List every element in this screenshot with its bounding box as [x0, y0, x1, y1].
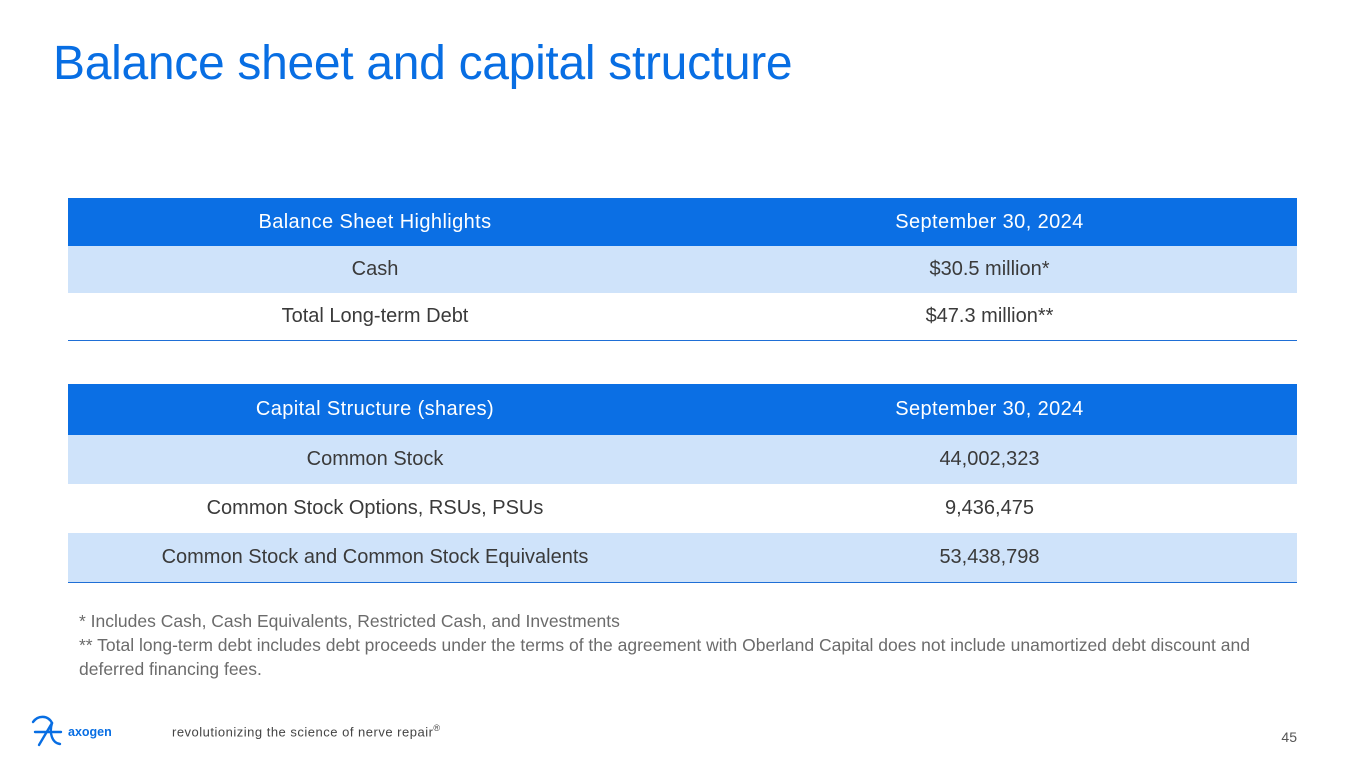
footnotes [79, 609, 1269, 681]
row-label: Common Stock and Common Stock Equivalents [161, 546, 589, 568]
footnote: * Includes Cash, Cash Equivalents, Restricted Cash, and Investments [79, 611, 620, 631]
table-row [68, 293, 1297, 341]
table-row [68, 484, 1297, 533]
row-label: Common Stock Options, RSUs, PSUs [206, 497, 544, 519]
row-value: 44,002,323 [939, 448, 1040, 470]
row-value: $47.3 million** [925, 305, 1054, 327]
capital-structure-table [68, 384, 1297, 583]
row-value: $30.5 million* [929, 258, 1050, 280]
column-header: September 30, 2024 [895, 210, 1084, 233]
table-row [68, 246, 1297, 293]
tagline-text: revolutionizing the science of nerve repair [172, 724, 434, 740]
row-label: Total Long-term Debt [281, 305, 469, 327]
balance-sheet-table [68, 198, 1297, 341]
registered-mark: ® [433, 723, 441, 733]
page-number: 45 [1281, 729, 1297, 745]
row-label: Cash [351, 258, 399, 280]
table-header-row [68, 198, 1297, 246]
row-label: Common Stock [306, 448, 444, 470]
page-title: Balance sheet and capital structure [53, 37, 793, 90]
table-row [68, 435, 1297, 484]
logo-wordmark: axogen [68, 725, 112, 739]
column-header: September 30, 2024 [895, 398, 1084, 420]
footnote: ** Total long-term debt includes debt proceeds under the terms of the agreement with Oberland Capital does not include unamortized debt discount and deferred financing fees. [79, 635, 1250, 679]
table-header-row [68, 384, 1297, 435]
axogen-logo [30, 715, 130, 749]
column-header: Balance Sheet Highlights [258, 210, 492, 233]
column-header: Capital Structure (shares) [255, 398, 495, 420]
tagline [172, 723, 441, 739]
axogen-mark-icon [30, 713, 64, 752]
row-value: 9,436,475 [945, 497, 1034, 519]
row-value: 53,438,798 [939, 546, 1040, 568]
table-row [68, 533, 1297, 583]
